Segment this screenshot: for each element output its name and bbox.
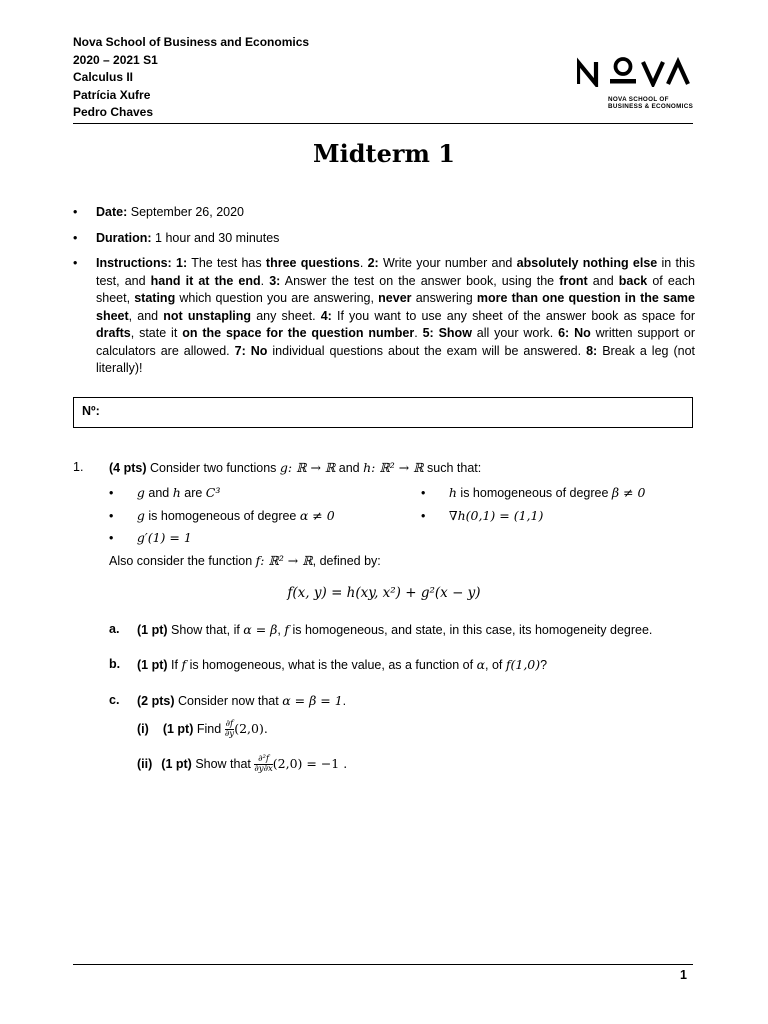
ins-text: 4: — [320, 308, 332, 323]
ins-text: absolutely nothing else — [516, 256, 658, 270]
logo-subtitle — [608, 96, 699, 110]
part-b-text — [137, 656, 697, 674]
q-math: f: ℝ² → ℝ — [255, 553, 313, 568]
ins-text: answering — [411, 291, 477, 305]
q-text: . — [342, 694, 347, 708]
q-text: Show that — [191, 757, 255, 771]
page-title: Midterm 1 — [313, 139, 455, 168]
ins-text: 5: Show — [422, 326, 472, 340]
part-a-label — [109, 621, 119, 638]
part-label: a. — [109, 622, 120, 636]
q-math: α = β — [243, 622, 278, 637]
condition-left-1 — [109, 484, 220, 502]
school-name: Nova School of Business and Economics — [73, 35, 310, 49]
q-math: (2,0). — [234, 721, 268, 736]
q-text: is homogeneous of degree — [144, 509, 300, 523]
ins-text: written support or calculators are allowed. — [96, 326, 696, 358]
fraction-denominator: ∂y — [224, 729, 235, 740]
ins-text: individual questions about the exam will be answered. — [267, 343, 587, 358]
q-text: such that: — [423, 461, 482, 475]
q-text: , of — [485, 658, 506, 672]
duration-label: Duration: — [96, 230, 152, 245]
duration-item — [73, 230, 695, 248]
logo-sub-line-2: BUSINESS & ECONOMICS — [608, 103, 694, 110]
question-1-intro — [109, 459, 699, 477]
bullet-icon: • — [73, 205, 78, 219]
q-math: g′(1) = 1 — [136, 530, 192, 545]
q-text: ? — [540, 658, 548, 672]
ins-text: and — [587, 273, 619, 288]
ins-text: never — [378, 291, 412, 305]
duration-value: 1 hour and 30 minutes — [151, 230, 280, 245]
q-text: is homogeneous of degree — [456, 486, 612, 500]
q-math: α = β = 1 — [282, 693, 343, 708]
author-2: Pedro Chaves — [73, 105, 154, 120]
fraction-denominator: ∂y∂x — [254, 764, 273, 775]
q-text: and — [144, 486, 173, 500]
function-definition-text — [109, 552, 381, 570]
part-label: c. — [109, 693, 120, 707]
exam-info — [73, 204, 695, 386]
student-number-label: Nº: — [82, 404, 100, 418]
partial-derivative-fraction — [225, 720, 235, 739]
q-math: g — [136, 508, 145, 523]
header-info — [73, 34, 309, 122]
bullet-icon: • — [109, 531, 114, 545]
page-number: 1 — [680, 968, 687, 982]
question-number: 1. — [73, 460, 84, 474]
part-a-points: (1 pt) — [137, 623, 168, 637]
q-text: Show that, if — [167, 623, 244, 637]
q-text: is homogeneous, and state, in this case, its homogeneity degree. — [288, 623, 653, 637]
part-c-text — [137, 692, 697, 710]
ins-text: which question you are answering, — [175, 291, 379, 305]
q-math: β ≠ 0 — [611, 485, 646, 500]
fraction-numerator: ∂²f — [254, 755, 272, 765]
condition-left-2 — [109, 507, 335, 525]
ins-text: on the space for the question number — [182, 326, 415, 340]
q-math: h: ℝ² → ℝ — [363, 460, 424, 475]
q-text: Consider now that — [174, 694, 283, 708]
ins-text: three questions — [265, 256, 360, 270]
subpart-points: (1 pt) — [162, 722, 194, 736]
nova-logo — [577, 53, 699, 110]
bullet-icon: • — [109, 509, 114, 523]
ins-text: 8: — [586, 343, 598, 358]
ins-text: 6: No — [558, 326, 591, 340]
ins-text: back — [618, 273, 648, 288]
ins-text: 7: No — [234, 343, 268, 358]
ins-text: . — [359, 256, 368, 270]
ins-text: 3: — [269, 273, 281, 288]
date-value: September 26, 2020 — [127, 205, 245, 219]
q-math: α ≠ 0 — [299, 508, 335, 523]
q-text: Find — [193, 722, 225, 736]
bullet-icon: • — [109, 486, 114, 500]
q-text: are — [180, 486, 206, 500]
part-b-points: (1 pt) — [137, 658, 168, 672]
logo-sub-line-1: NOVA SCHOOL OF — [608, 96, 669, 103]
instructions-item — [73, 255, 695, 378]
second-derivative-fraction — [254, 755, 272, 774]
ins-text: . — [414, 326, 423, 340]
q-math: h — [172, 485, 181, 500]
q-text: , defined by: — [312, 554, 381, 568]
bullet-icon: • — [421, 486, 426, 500]
ins-text: in this test, and — [96, 256, 695, 288]
header-divider — [73, 123, 693, 124]
bullet-icon: • — [421, 509, 426, 523]
ins-text: all your work. — [471, 326, 559, 340]
ins-text: Break a leg (not literally)! — [96, 343, 695, 375]
ins-text: , and — [128, 308, 164, 323]
ins-text: . — [260, 273, 270, 288]
q-math: g — [136, 485, 145, 500]
ins-text: Answer the test on the answer book, using the — [280, 273, 560, 288]
ins-text: Write your number and — [378, 256, 517, 270]
part-c-points: (2 pts) — [137, 694, 175, 708]
q-text: Also consider the function — [109, 554, 256, 568]
part-c-ii — [137, 755, 347, 774]
author-1: Patrícia Xufre — [73, 87, 151, 102]
ins-text: hand it at the end — [150, 273, 261, 288]
ins-text: 2: — [367, 256, 379, 270]
course-name: Calculus II — [73, 70, 134, 85]
ins-text: any sheet. — [251, 308, 321, 323]
q-text: and — [335, 461, 364, 475]
ins-text: front — [559, 273, 588, 288]
nova-logo-mark — [577, 53, 699, 87]
part-c-label — [109, 692, 119, 709]
q-math: g: ℝ → ℝ — [279, 460, 336, 475]
part-a-text — [137, 621, 697, 639]
ins-text: If you want to use any sheet of the answer book as space for — [331, 308, 695, 323]
ins-text: of each sheet, — [96, 273, 695, 305]
q-text: , — [277, 623, 285, 637]
q-math: f — [284, 622, 289, 637]
date-item — [73, 204, 695, 222]
subpart-points: (1 pt) — [161, 757, 192, 771]
condition-right-1 — [421, 484, 646, 502]
ins-text: more than one question in the same sheet — [96, 291, 695, 323]
student-number-field[interactable] — [73, 397, 693, 428]
part-label: b. — [109, 657, 121, 671]
ins-text: drafts — [96, 326, 131, 340]
q-math: f(1,0) — [505, 657, 541, 672]
q-math: ∇h(0,1) = (1,1) — [448, 508, 544, 523]
subpart-label: (ii) — [137, 757, 153, 771]
ins-text: 1: — [171, 256, 188, 270]
ins-text: not unstapling — [163, 308, 252, 323]
instructions-label: Instructions: — [96, 256, 172, 270]
ins-text: stating — [134, 291, 176, 305]
part-b-label — [109, 656, 120, 673]
condition-right-2 — [421, 507, 543, 525]
date-label: Date: — [96, 205, 128, 219]
q-text: Consider two functions — [146, 461, 280, 475]
ins-text: , state it — [130, 326, 183, 340]
fraction-numerator: ∂f — [225, 719, 234, 730]
footer-divider — [73, 964, 693, 965]
academic-year: 2020 – 2021 S1 — [73, 52, 158, 67]
function-formula: f(x, y) = h(xy, x²) + g²(x − y) — [287, 585, 481, 601]
q-math: h — [448, 485, 457, 500]
subpart-label: (i) — [137, 722, 149, 736]
q-math: f — [181, 657, 187, 672]
q-math: C³ — [205, 485, 221, 500]
bullet-icon: • — [73, 230, 78, 245]
bullet-icon: • — [73, 256, 78, 270]
q-text: is homogeneous, what is the value, as a function of — [186, 658, 477, 672]
question-1-points: (4 pts) — [109, 461, 147, 475]
ins-text: The test has — [187, 256, 266, 270]
part-c-i — [137, 720, 268, 739]
q-text: If — [167, 658, 182, 672]
q-math: (2,0) = −1 . — [272, 756, 348, 771]
condition-left-3 — [109, 529, 192, 547]
q-math: α — [476, 657, 486, 672]
